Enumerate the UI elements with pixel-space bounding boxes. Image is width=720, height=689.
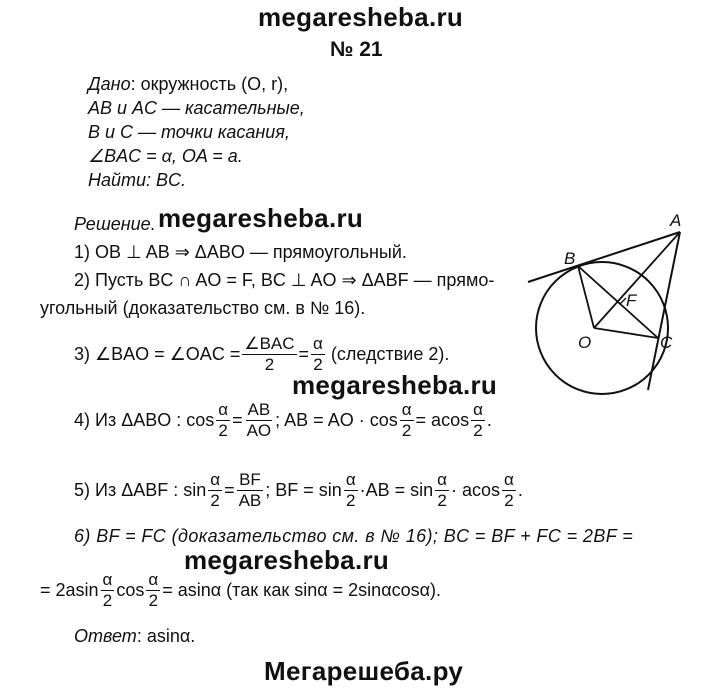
step-2a: 2) Пусть BC ∩ AO = F, BC ⊥ AO ⇒ ΔABF — прямо- [74, 270, 495, 290]
equals: = [224, 480, 235, 500]
numerator: α [148, 570, 159, 589]
watermark-bottom: Мегарешеба.ру [264, 656, 464, 686]
fraction [216, 400, 230, 441]
numerator: α [401, 400, 412, 419]
step-4-mid2: = acos [415, 410, 470, 430]
numerator: α [210, 470, 221, 489]
denominator: 2 [437, 491, 447, 510]
step-6b-mid: cos [116, 580, 145, 600]
step-6a: 6) BF = FC (доказательство см. в № 16); BC = BF + FC = 2BF = [74, 526, 634, 546]
numerator: α [473, 400, 483, 419]
denominator: AO [246, 421, 272, 440]
fraction [400, 400, 414, 441]
fraction [242, 334, 296, 375]
given-label: Дано [88, 74, 131, 94]
given-block [88, 72, 305, 192]
denominator: 2 [264, 355, 275, 374]
period: . [517, 480, 523, 500]
denominator: 2 [345, 491, 356, 510]
numerator: BF [239, 470, 261, 489]
numerator: α [102, 570, 113, 589]
denominator: 2 [218, 421, 228, 440]
radius-ob [578, 266, 594, 328]
denominator: 2 [401, 421, 412, 440]
fraction [237, 470, 264, 511]
step-5-mid: ; BF = sin [265, 480, 342, 500]
fraction [101, 570, 115, 611]
watermark-top: megaresheba.ru [258, 2, 464, 32]
step-4-mid: ; AB = AO · cos [275, 410, 398, 430]
denominator: 2 [102, 591, 113, 610]
label-c: C [660, 333, 673, 352]
step-6b-end: = asinα (так как sinα = 2sinαcosα). [162, 580, 442, 600]
numerator: ∠BAC [244, 334, 295, 353]
tangent-circle-figure [520, 210, 710, 410]
watermark-mid2: megaresheba.ru [292, 370, 498, 400]
step-6b [40, 570, 441, 611]
fraction [344, 470, 358, 511]
fraction [435, 470, 449, 511]
answer-line [74, 626, 195, 647]
denominator: 2 [473, 421, 483, 440]
numerator: α [437, 470, 447, 489]
step-1: 1) OB ⊥ AB ⇒ ΔABO — прямоугольный. [74, 242, 407, 262]
equals: = [232, 410, 243, 430]
label-f: F [626, 291, 637, 310]
find-label: Найти [88, 170, 147, 190]
answer-text: : asinα. [136, 626, 196, 646]
denominator: AB [238, 491, 262, 510]
fraction [146, 570, 160, 611]
label-a: A [670, 211, 682, 230]
denominator: 2 [148, 591, 159, 610]
answer-label: Ответ [74, 626, 137, 646]
label-o: O [578, 333, 592, 352]
step-6b-pre: = 2asin [40, 580, 99, 600]
equals: = [298, 344, 310, 364]
step-4-pre: 4) Из ΔABO : cos [74, 410, 215, 430]
fraction [245, 400, 274, 441]
fraction [311, 334, 325, 375]
step-5-pre: 5) Из ΔABF : sin [74, 480, 207, 500]
step-5-mid2: ·AB = sin [359, 480, 434, 500]
step-3-post: (следствие 2). [330, 344, 450, 364]
step-3 [74, 334, 449, 375]
numerator: α [218, 400, 229, 419]
denominator: 2 [313, 355, 323, 374]
watermark-mid1: megaresheba.ru [158, 203, 364, 233]
denominator: 2 [210, 491, 220, 510]
numerator: α [504, 470, 514, 489]
denominator: 2 [504, 491, 514, 510]
fraction [208, 470, 222, 511]
fraction [502, 470, 516, 511]
given-line1: : окружность (O, r), [130, 74, 289, 94]
solution-label: Решение. [74, 214, 156, 234]
problem-number: № 21 [330, 38, 383, 61]
step-4 [74, 400, 492, 441]
given-line4: ∠BAC = α, OA = a. [88, 146, 243, 166]
numerator: AB [247, 400, 271, 419]
step-2b: угольный (доказательство см. в № 16). [40, 298, 366, 318]
tangent-ac [648, 232, 680, 390]
watermark-mid3: megaresheba.ru [184, 545, 390, 575]
given-line2: AB и AC — касательные, [88, 98, 305, 118]
period: . [486, 410, 492, 430]
step-5-mid3: · acos [451, 480, 501, 500]
fraction [471, 400, 485, 441]
numerator: α [345, 470, 356, 489]
step-3-pre: 3) ∠BAO = ∠OAC = [74, 344, 241, 364]
label-b: B [564, 249, 576, 268]
step-5 [74, 470, 523, 511]
find-text: : BC. [146, 170, 187, 190]
numerator: α [313, 334, 323, 353]
given-line3: B и C — точки касания, [88, 122, 290, 142]
